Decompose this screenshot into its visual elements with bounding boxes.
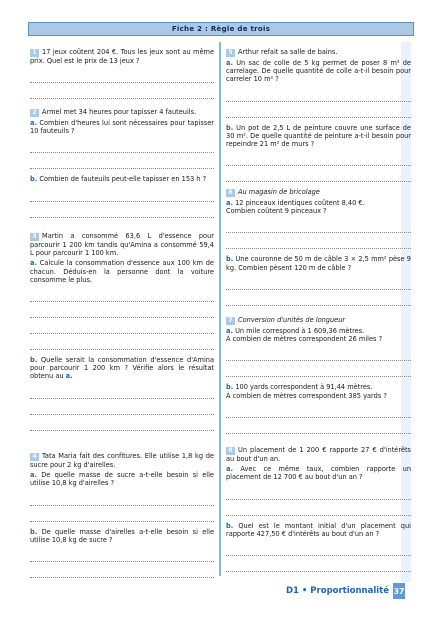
answer-line[interactable] [226,86,411,102]
question-label: a. [30,119,37,127]
question-label: a. [30,259,37,268]
answer-line[interactable] [226,484,411,500]
question-label: a. [30,471,37,480]
page-number: 37 [393,583,405,599]
question-label: b. [226,521,234,530]
answer-line[interactable] [226,150,411,166]
question-text: Combien de fauteuils peut-elle tapisser en 153 h ? [39,175,207,184]
exercise-7 [226,316,411,434]
exercise-number: 6 [226,189,235,197]
question-text: Un mile correspond à 1 609,36 mètres. [235,327,365,335]
answer-line[interactable] [30,137,214,153]
answer-line[interactable] [226,556,411,572]
answer-line[interactable] [226,102,411,118]
answer-line[interactable] [226,402,411,418]
question-text: Un sac de colle de 5 kg permet de poser 8 m² de carrelage. De quelle quantité de colle a-t-il besoin pour carreler 10 m² ? [226,59,411,84]
exercise-number: 8 [226,447,235,455]
question-label: b. [30,356,38,365]
question-label: b. [30,527,38,536]
question-text: Combien d'heures lui sont nécessaires pour tapisser 10 fauteuils ? [30,119,214,136]
answer-line[interactable] [30,490,214,506]
question-text: Avec ce même taux, combien rapporte un placement de 12 700 € au bout d'un an ? [226,465,411,482]
question-text: Quelle serait la consommation d'essence d'Amina pour parcourir 1 200 km ? Vérifie alors le résultat obtenu au [30,356,214,381]
answer-line[interactable] [226,217,411,233]
answer-line[interactable] [30,506,214,522]
exercise-2 [30,108,214,218]
exercise-5 [226,48,411,182]
exercise-title: Au magasin de bricolage [238,188,320,196]
answer-line[interactable] [30,383,214,399]
exercise-3 [30,232,214,431]
question-label: a. [226,327,233,335]
answer-line[interactable] [30,286,214,302]
exercise-4 [30,452,214,578]
exercise-intro: Arthur refait sa salle de bains. [238,48,338,56]
answer-line[interactable] [226,274,411,290]
exercise-text: 17 jeux coûtent 204 €. Tous les jeux sont au même prix. Quel est le prix de 13 jeux ? [30,48,214,65]
question-text: Combien coûtent 9 pinceaux ? [226,207,327,216]
question-label: b. [226,123,234,132]
answer-line[interactable] [30,318,214,334]
question-label: a. [226,199,233,207]
question-label: b. [30,175,38,184]
answer-line[interactable] [226,166,411,182]
exercise-number: 1 [30,49,39,57]
page-title [28,22,414,36]
answer-line[interactable] [226,233,411,249]
answer-line[interactable] [30,399,214,415]
question-label: b. [226,255,234,264]
question-text: À combien de mètres correspondent 26 miles ? [226,335,383,344]
question-text: Calcule la consommation d'essence aux 100 km de chacun. Déduis-en la personne dont la voiture consomme le plus. [30,259,214,284]
answer-line[interactable] [30,334,214,350]
exercise-6 [226,188,411,306]
answer-line[interactable] [30,546,214,562]
exercise-intro: Martin a consommé 63,6 L d'essence pour parcourir 1 200 km tandis qu'Amina a consommé 59,4 L pour parcourir 1 100 km. [30,232,214,258]
answer-line[interactable] [30,302,214,318]
column-divider [219,42,221,576]
question-text: À combien de mètres correspondent 385 yards ? [226,391,387,400]
page-title-text: Fiche 2 : Règle de trois [171,25,271,33]
answer-line[interactable] [226,540,411,556]
answer-line[interactable] [226,361,411,377]
answer-line[interactable] [226,500,411,516]
question-text: De quelle masse de sucre a-t-elle besoin si elle utilise 10,8 kg d'airelles ? [30,471,214,488]
exercise-number: 2 [30,109,39,117]
exercise-number: 7 [226,317,235,325]
exercise-number: 3 [30,233,39,241]
question-text: Un pot de 2,5 L de peinture couvre une surface de 30 m². De quelle quantité de peinture a-t-il besoin pour repeindre 21 m² de murs ? [226,123,411,149]
answer-line[interactable] [30,186,214,202]
answer-line[interactable] [30,562,214,578]
answer-line[interactable] [30,153,214,169]
question-text: Une couronne de 50 m de câble 3 × 2,5 mm² pèse 9 kg. Combien pèsent 120 m de câble ? [226,255,411,272]
answer-line[interactable] [226,418,411,434]
exercise-number: 4 [30,453,39,461]
answer-line[interactable] [226,290,411,306]
question-text: 100 yards correspondent à 91,44 mètres. [235,383,373,392]
question-label: b. [226,383,234,392]
chapter-footer: D1 • Proportionnalité [285,586,389,596]
exercise-number: 5 [226,49,235,57]
question-label: a. [226,59,233,67]
exercise-intro: Un placement de 1 200 € rapporte 27 € d'intérêts au bout d'un an. [226,446,411,463]
question-reference: a. [65,372,73,381]
question-label: a. [226,465,233,474]
answer-line[interactable] [30,415,214,431]
question-text: De quelle masse d'airelles a-t-elle besoin si elle utilise 10,8 kg de sucre ? [30,527,214,544]
answer-line[interactable] [30,202,214,218]
exercise-8 [226,446,411,572]
exercise-title: Conversion d'unités de longueur [238,316,346,324]
exercise-1 [30,48,214,99]
question-text: 12 pinceaux identiques coûtent 8,40 €. [235,199,365,207]
answer-line[interactable] [226,345,411,361]
answer-line[interactable] [30,83,214,99]
question-text: Quel est le montant initial d'un placement qui rapporte 427,50 € d'intérêts au bout d'un an ? [226,521,411,538]
answer-line[interactable] [30,67,214,83]
exercise-intro: Armel met 34 heures pour tapisser 4 fauteuils. [42,108,197,116]
exercise-intro: Tata Maria fait des confitures. Elle utilise 1,8 kg de sucre pour 2 kg d'airelles. [30,452,214,469]
